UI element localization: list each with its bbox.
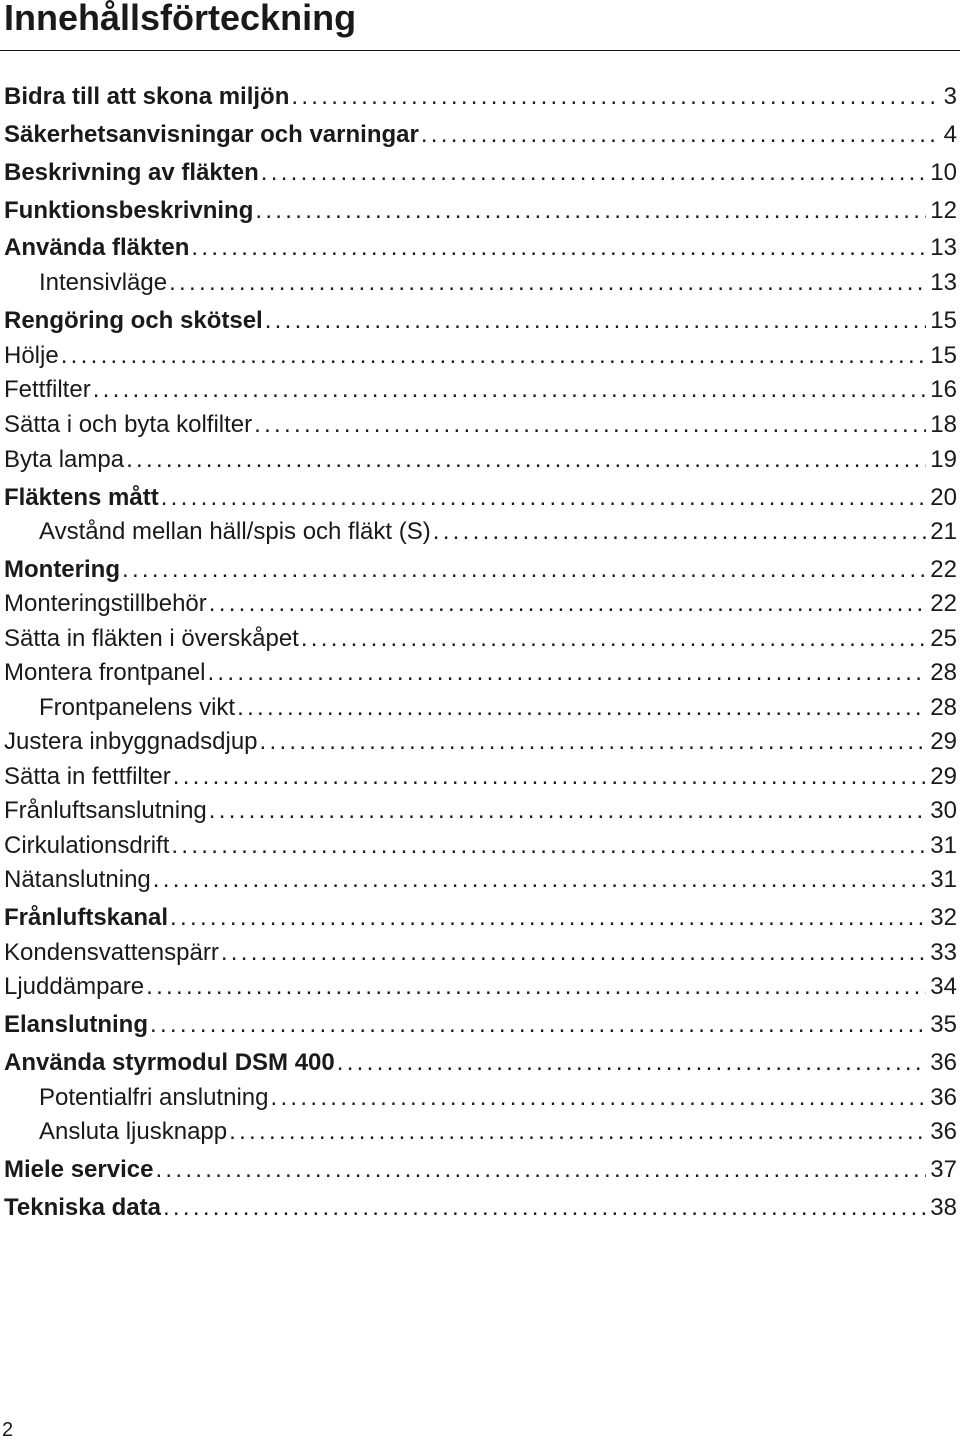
- toc-entry-title: Intensivläge: [39, 269, 168, 296]
- toc-entry[interactable]: [0, 624, 957, 654]
- dot-leader: [146, 972, 926, 1002]
- toc-entry-title: Potentialfri anslutning: [39, 1084, 269, 1111]
- toc-entry-page: 28: [930, 659, 957, 686]
- toc-entry-page: 36: [930, 1118, 957, 1145]
- toc-entry[interactable]: [0, 268, 957, 298]
- toc-entry-page: 21: [930, 518, 957, 545]
- toc-entry-title: Säkerhetsanvisningar och varningar: [4, 121, 419, 148]
- dot-leader: [433, 517, 927, 547]
- toc-entry-page: 36: [930, 1084, 957, 1111]
- toc-entry[interactable]: [0, 589, 957, 619]
- dot-leader: [260, 727, 927, 757]
- toc-entry-title: Hölje: [4, 342, 59, 369]
- toc-entry-title: Fettfilter: [4, 376, 91, 403]
- toc-entry[interactable]: [0, 517, 957, 547]
- page-number: 2: [2, 1419, 14, 1441]
- dot-leader: [301, 624, 926, 654]
- toc-entry[interactable]: [0, 762, 957, 792]
- dot-leader: [254, 410, 926, 440]
- toc-entry[interactable]: [0, 120, 957, 150]
- toc-entry-page: 3: [943, 83, 957, 110]
- toc-entry[interactable]: [0, 796, 957, 826]
- toc-entry-page: 22: [930, 590, 957, 617]
- toc-entry[interactable]: [0, 483, 957, 513]
- toc-entry-page: 18: [930, 411, 957, 438]
- dot-leader: [421, 120, 940, 150]
- toc-entry-title: Sätta in fettfilter: [4, 763, 171, 790]
- toc-entry[interactable]: [0, 658, 957, 688]
- toc-entry-title: Frontpanelens vikt: [39, 694, 236, 721]
- toc-entry-page: 13: [930, 269, 957, 296]
- dot-leader: [155, 1155, 926, 1185]
- toc-entry[interactable]: [0, 410, 957, 440]
- dot-leader: [93, 375, 927, 405]
- toc-entry-page: 34: [930, 973, 957, 1000]
- toc-entry-title: Kondensvattenspärr: [4, 939, 219, 966]
- toc-entry[interactable]: [0, 1048, 957, 1078]
- toc-entry-page: 4: [943, 121, 957, 148]
- toc-entry[interactable]: [0, 1010, 957, 1040]
- toc-entry[interactable]: [0, 1117, 957, 1147]
- toc-entry-page: 32: [930, 904, 957, 931]
- toc-entry-title: Monteringstillbehör: [4, 590, 207, 617]
- toc-entry[interactable]: [0, 341, 957, 371]
- toc-entry-page: 16: [930, 376, 957, 403]
- title-divider: [0, 50, 960, 51]
- toc-entry-title: Montera frontpanel: [4, 659, 206, 686]
- toc-entry-page: 36: [930, 1049, 957, 1076]
- dot-leader: [170, 903, 926, 933]
- toc-entry[interactable]: [0, 903, 957, 933]
- toc-entry-title: Avstånd mellan häll/spis och fläkt (S): [39, 518, 431, 545]
- toc-entry[interactable]: [0, 196, 957, 226]
- dot-leader: [261, 158, 927, 188]
- dot-leader: [291, 82, 939, 112]
- toc-entry-page: 37: [930, 1156, 957, 1183]
- dot-leader: [161, 483, 927, 513]
- toc-entry-title: Frånluftskanal: [4, 904, 169, 931]
- toc-entry[interactable]: [0, 972, 957, 1002]
- page-title: Innehållsförteckning: [4, 0, 357, 38]
- toc-entry-page: 10: [930, 159, 957, 186]
- toc-entry-page: 28: [930, 694, 957, 721]
- toc-entry-title: Cirkulationsdrift: [4, 832, 170, 859]
- toc-entry-title: Byta lampa: [4, 446, 125, 473]
- toc-entry[interactable]: [0, 938, 957, 968]
- toc-entry-title: Ljuddämpare: [4, 973, 145, 1000]
- toc-entry-page: 15: [930, 342, 957, 369]
- toc-entry-page: 30: [930, 797, 957, 824]
- dot-leader: [153, 865, 927, 895]
- dot-leader: [207, 658, 926, 688]
- toc-entry[interactable]: [0, 865, 957, 895]
- toc-entry-page: 20: [930, 484, 957, 511]
- toc-entry-page: 29: [930, 763, 957, 790]
- toc-entry[interactable]: [0, 306, 957, 336]
- toc-entry-title: Rengöring och skötsel: [4, 307, 263, 334]
- dot-leader: [209, 589, 927, 619]
- toc-entry-title: Fläktens mått: [4, 484, 159, 511]
- dot-leader: [270, 1083, 926, 1113]
- toc-entry[interactable]: [0, 1083, 957, 1113]
- toc-entry[interactable]: [0, 375, 957, 405]
- dot-leader: [209, 796, 927, 826]
- toc-entry-title: Frånluftsanslutning: [4, 797, 207, 824]
- dot-leader: [237, 693, 926, 723]
- dot-leader: [61, 341, 927, 371]
- toc-entry-page: 12: [930, 197, 957, 224]
- toc-entry-title: Använda styrmodul DSM 400: [4, 1049, 335, 1076]
- dot-leader: [255, 196, 926, 226]
- dot-leader: [122, 555, 926, 585]
- toc-entry[interactable]: [0, 233, 957, 263]
- dot-leader: [265, 306, 927, 336]
- toc-entry-title: Tekniska data: [4, 1194, 161, 1221]
- toc-entry[interactable]: [0, 693, 957, 723]
- toc-entry[interactable]: [0, 831, 957, 861]
- toc-entry-title: Sätta in fläkten i överskåpet: [4, 625, 299, 652]
- dot-leader: [221, 938, 926, 968]
- toc-entry-title: Justera inbyggnadsdjup: [4, 728, 258, 755]
- dot-leader: [171, 831, 926, 861]
- toc-entry-page: 35: [930, 1011, 957, 1038]
- toc-entry[interactable]: [0, 158, 957, 188]
- toc-entry-page: 29: [930, 728, 957, 755]
- toc-entry-title: Sätta i och byta kolfilter: [4, 411, 253, 438]
- toc-entry-page: 31: [930, 866, 957, 893]
- dot-leader: [163, 1193, 926, 1223]
- toc-entry-page: 15: [930, 307, 957, 334]
- dot-leader: [150, 1010, 926, 1040]
- toc-entry-page: 19: [930, 446, 957, 473]
- toc-entry-page: 33: [930, 939, 957, 966]
- dot-leader: [173, 762, 927, 792]
- toc-entry[interactable]: [0, 727, 957, 757]
- toc-entry-page: 22: [930, 556, 957, 583]
- toc-entry-title: Miele service: [4, 1156, 154, 1183]
- toc-entry[interactable]: [0, 555, 957, 585]
- toc-entry-title: Beskrivning av fläkten: [4, 159, 259, 186]
- toc-entry-title: Ansluta ljusknapp: [39, 1118, 228, 1145]
- toc-entry-title: Bidra till att skona miljön: [4, 83, 290, 110]
- dot-leader: [191, 233, 926, 263]
- toc-entry-title: Nätanslutning: [4, 866, 151, 893]
- toc-entry-title: Använda fläkten: [4, 234, 190, 261]
- dot-leader: [229, 1117, 926, 1147]
- toc-entry[interactable]: [0, 1155, 957, 1185]
- toc-entry-page: 25: [930, 625, 957, 652]
- toc-entry-title: Funktionsbeskrivning: [4, 197, 254, 224]
- toc-entry[interactable]: [0, 1193, 957, 1223]
- toc-entry[interactable]: [0, 445, 957, 475]
- toc-entry-title: Elanslutning: [4, 1011, 148, 1038]
- dot-leader: [126, 445, 926, 475]
- toc-entry-page: 31: [930, 832, 957, 859]
- toc-entry-title: Montering: [4, 556, 120, 583]
- dot-leader: [169, 268, 926, 298]
- toc-entry[interactable]: [0, 82, 957, 112]
- dot-leader: [337, 1048, 927, 1078]
- toc-entry-page: 13: [930, 234, 957, 261]
- toc-entry-page: 38: [930, 1194, 957, 1221]
